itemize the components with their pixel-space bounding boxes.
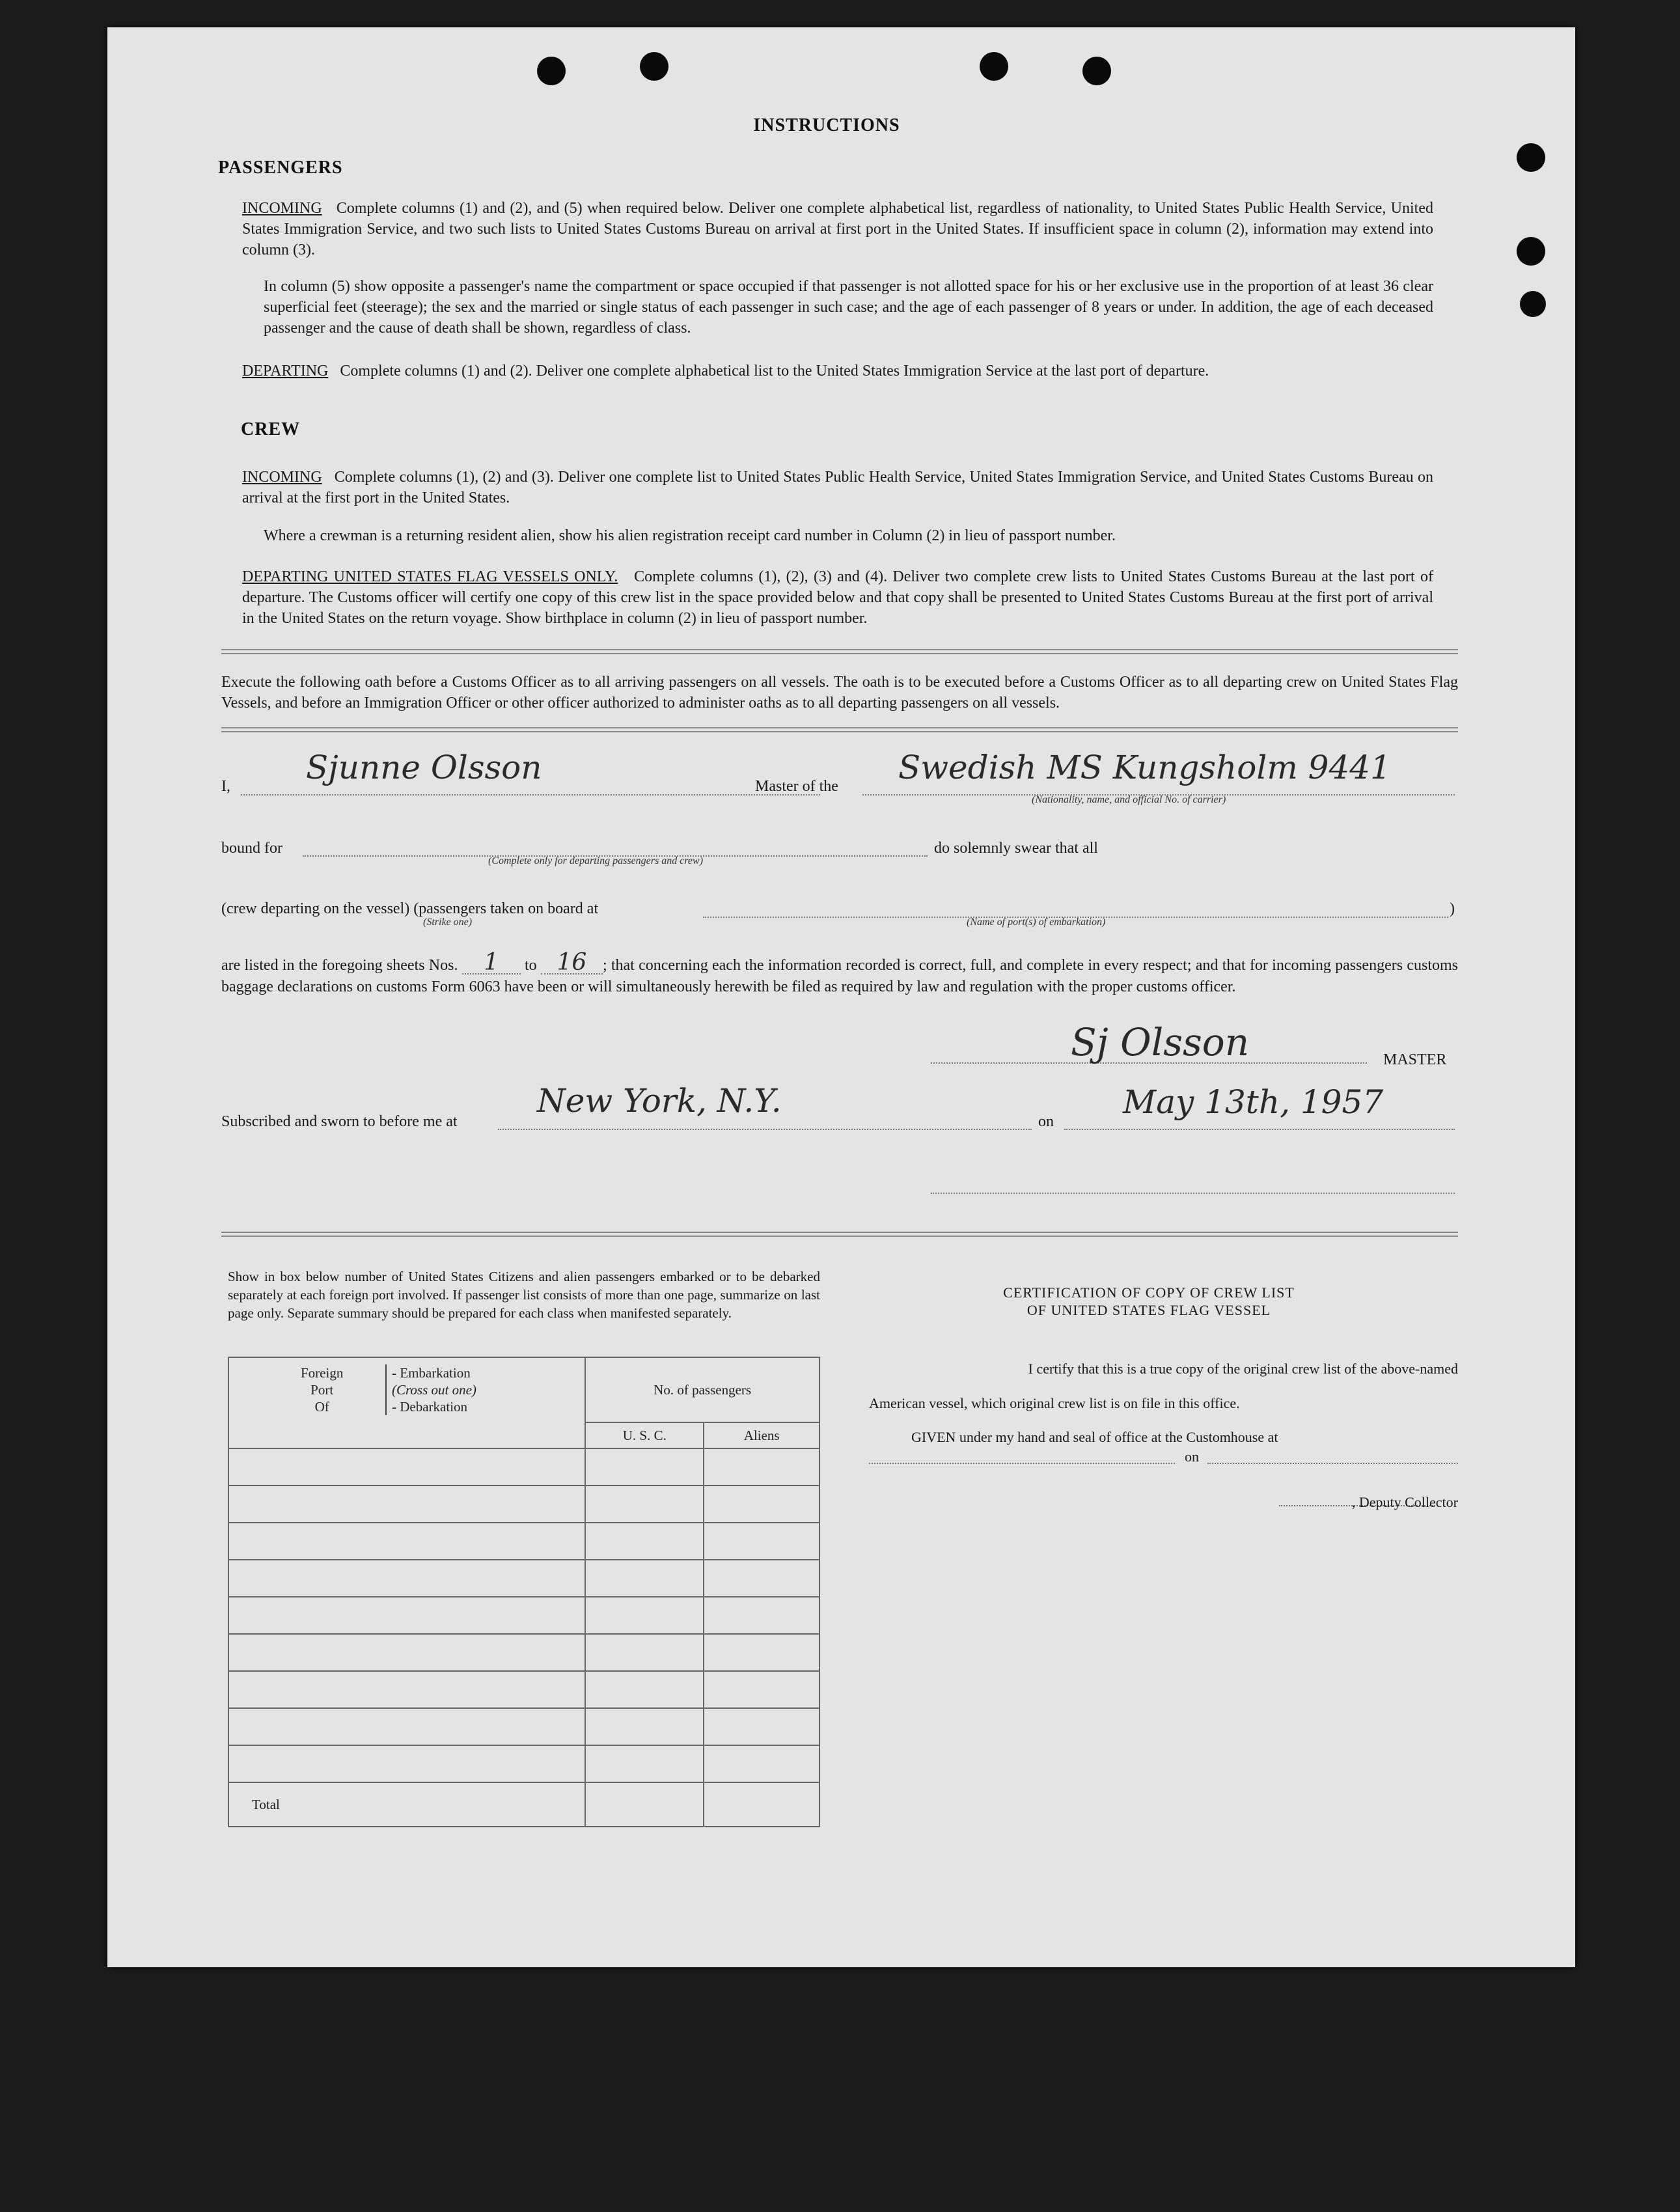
table-header-row: [228, 1357, 819, 1422]
table-row: [228, 1486, 819, 1523]
punch-hole: [640, 52, 668, 81]
oath-i-label: I,: [221, 778, 230, 795]
table-total-row: [228, 1782, 819, 1827]
divider: [221, 727, 1458, 732]
certification-title: CERTIFICATION OF COPY OF CREW LIST OF UNITED STATES FLAG VESSEL: [1003, 1284, 1295, 1318]
customhouse-line: [869, 1463, 1175, 1464]
passengers-heading: PASSENGERS: [218, 158, 343, 178]
on-label: on: [1038, 1113, 1054, 1130]
table-row: [228, 1560, 819, 1597]
table-row: [228, 1745, 819, 1782]
embark-debark: - Embarkation (Cross out one) - Debarkation: [385, 1364, 476, 1415]
crew-incoming-paragraph: [242, 467, 1433, 508]
port-caption: (Name of port(s) of embarkation): [967, 917, 1106, 928]
passenger-summary-table: [228, 1357, 820, 1827]
usc-header: U. S. C.: [585, 1422, 704, 1448]
deputy-collector-label: , Deputy Collector: [1351, 1494, 1458, 1510]
crew-departing-text: Complete columns (1), (2), (3) and (4). Deliver two complete crew lists to United States Customs Bureau at the last port of departure. The Customs officer will certify one copy of this crew list in the space provided below and that copy shall be presented to United States Customs Bureau at the first port of arrival in the United States on the return voyage. Show birthplace in column (2) in lieu of passport number.: [242, 568, 1433, 627]
crew-incoming-label: INCOMING: [242, 469, 322, 486]
total-label: Total: [228, 1782, 585, 1827]
crew-departing-label: DEPARTING UNITED STATES FLAG VESSELS ONLY.: [242, 568, 618, 585]
master-of-label: Master of the: [755, 778, 838, 795]
date-line: [1064, 1129, 1455, 1130]
passengers-departing-text: Complete columns (1) and (2). Deliver one complete alphabetical list to the United States Immigration Service at the last port of departure.: [340, 363, 1209, 380]
passengers-departing-paragraph: [242, 361, 1433, 381]
master-label: MASTER: [1383, 1051, 1447, 1068]
page-title: INSTRUCTIONS: [753, 115, 900, 135]
table-row: [228, 1448, 819, 1486]
sheet-from: 1: [462, 948, 521, 975]
table-row: [228, 1634, 819, 1671]
crew-departing-paragraph: [242, 566, 1433, 629]
aliens-header: Aliens: [704, 1422, 819, 1448]
punch-hole: [1517, 237, 1545, 266]
place-line: [498, 1129, 1032, 1130]
strike-one-caption: (Strike one): [423, 917, 473, 928]
certification-on-label: on: [1185, 1448, 1199, 1465]
sheet-to: 16: [541, 948, 603, 975]
crew-incoming-text: Complete columns (1), (2) and (3). Deliver one complete list to United States Public Health Service, United States Immigration Service, and United States Customs Bureau on arrival at the first port in the United States.: [242, 469, 1433, 506]
foreign-port-of: Foreign Port Of: [301, 1365, 344, 1415]
bound-for-caption: (Complete only for departing passengers and crew): [488, 855, 704, 866]
divider: [221, 649, 1458, 654]
certification-line3: GIVEN under my hand and seal of office at the Customhouse at: [911, 1429, 1278, 1445]
swear-text: do solemnly swear that all: [934, 840, 1098, 857]
crew-resident-paragraph: Where a crewman is a returning resident alien, show his alien registration receipt card number in Column (2) in lieu of passport number.: [264, 527, 1116, 544]
close-paren: ): [1450, 900, 1455, 917]
punch-hole: [1082, 57, 1111, 85]
vessel-caption: (Nationality, name, and official No. of carrier): [1032, 794, 1226, 805]
punch-hole: [1517, 143, 1545, 172]
master-name-line: [241, 794, 820, 795]
no-passengers-header: No. of passengers: [585, 1357, 819, 1422]
passengers-incoming-label: INCOMING: [242, 200, 322, 217]
listed-label: are listed in the foregoing sheets Nos.: [221, 957, 458, 974]
certification-line1: I certify that this is a true copy of the original crew list of the above-named: [1028, 1361, 1458, 1377]
document-sheet: [107, 27, 1575, 1967]
punch-hole: [1520, 291, 1546, 317]
passengers-column5-paragraph: In column (5) show opposite a passenger's name the compartment or space occupied if that passenger is not allotted space for his or her exclusive use in the proportion of at least 36 clear superficial feet (steerage); the sex and the married or single status of each passenger in such case; and the age of each passenger of 8 years or under. In addition, the age of each deceased passenger and the cause of death shall be shown, regardless of class.: [264, 278, 1433, 337]
bound-for-label: bound for: [221, 840, 282, 857]
officer-signature-line: [931, 1193, 1455, 1194]
listed-paragraph: [221, 948, 1458, 998]
table-row: [228, 1671, 819, 1708]
port-header: [228, 1357, 585, 1448]
sworn-place-handwritten: New York, N.Y.: [537, 1082, 782, 1120]
subscribed-label: Subscribed and sworn to before me at: [221, 1113, 458, 1130]
summary-instructions: Show in box below number of United States Citizens and alien passengers embarked or to be debarked separately at each foreign port involved. If passenger list consists of more than one page, summarize on last page only. Separate summary should be prepared for each class when manifested separately.: [228, 1269, 820, 1321]
master-signature: Sj Olsson: [1071, 1020, 1250, 1064]
table-row: [228, 1708, 819, 1745]
sworn-date-handwritten: May 13th, 1957: [1123, 1083, 1384, 1121]
passengers-departing-label: DEPARTING: [242, 363, 329, 380]
crew-heading: CREW: [241, 419, 301, 439]
crew-departing-text: (crew departing on the vessel) (passengers taken on board at: [221, 900, 599, 917]
table-row: [228, 1597, 819, 1634]
certification-date-line: [1207, 1463, 1458, 1464]
listed-text: ; that concerning each the information recorded is correct, full, and complete in every respect; and that for incoming passengers customs baggage declarations on customs Form 6063 have been or will simultaneously herewith be filed as required by law and regulation with the proper customs officer.: [221, 957, 1458, 995]
divider: [221, 1232, 1458, 1237]
to-label: to: [525, 957, 537, 974]
passengers-incoming-paragraph: [242, 198, 1433, 260]
punch-hole: [537, 57, 566, 85]
master-name-handwritten: Sjunne Olsson: [306, 749, 542, 786]
table-row: [228, 1523, 819, 1560]
certification-line2: American vessel, which original crew list is on file in this office.: [869, 1395, 1240, 1411]
vessel-handwritten: Swedish MS Kungsholm 9441: [898, 749, 1391, 786]
oath-intro: Execute the following oath before a Customs Officer as to all arriving passengers on all vessels. The oath is to be executed before a Customs Officer as to all departing crew on United States Flag Vessels, and before an Immigration Officer or other officer authorized to administer oaths as to all departing passengers on all vessels.: [221, 674, 1458, 712]
punch-hole: [980, 52, 1008, 81]
passengers-incoming-text: Complete columns (1) and (2), and (5) when required below. Deliver one complete alphabetical list, regardless of nationality, to United States Public Health Service, United States Immigration Service, and two such lists to United States Customs Bureau on arrival at first port in the United States. If insufficient space in column (2), information may extend into column (3).: [242, 200, 1433, 258]
